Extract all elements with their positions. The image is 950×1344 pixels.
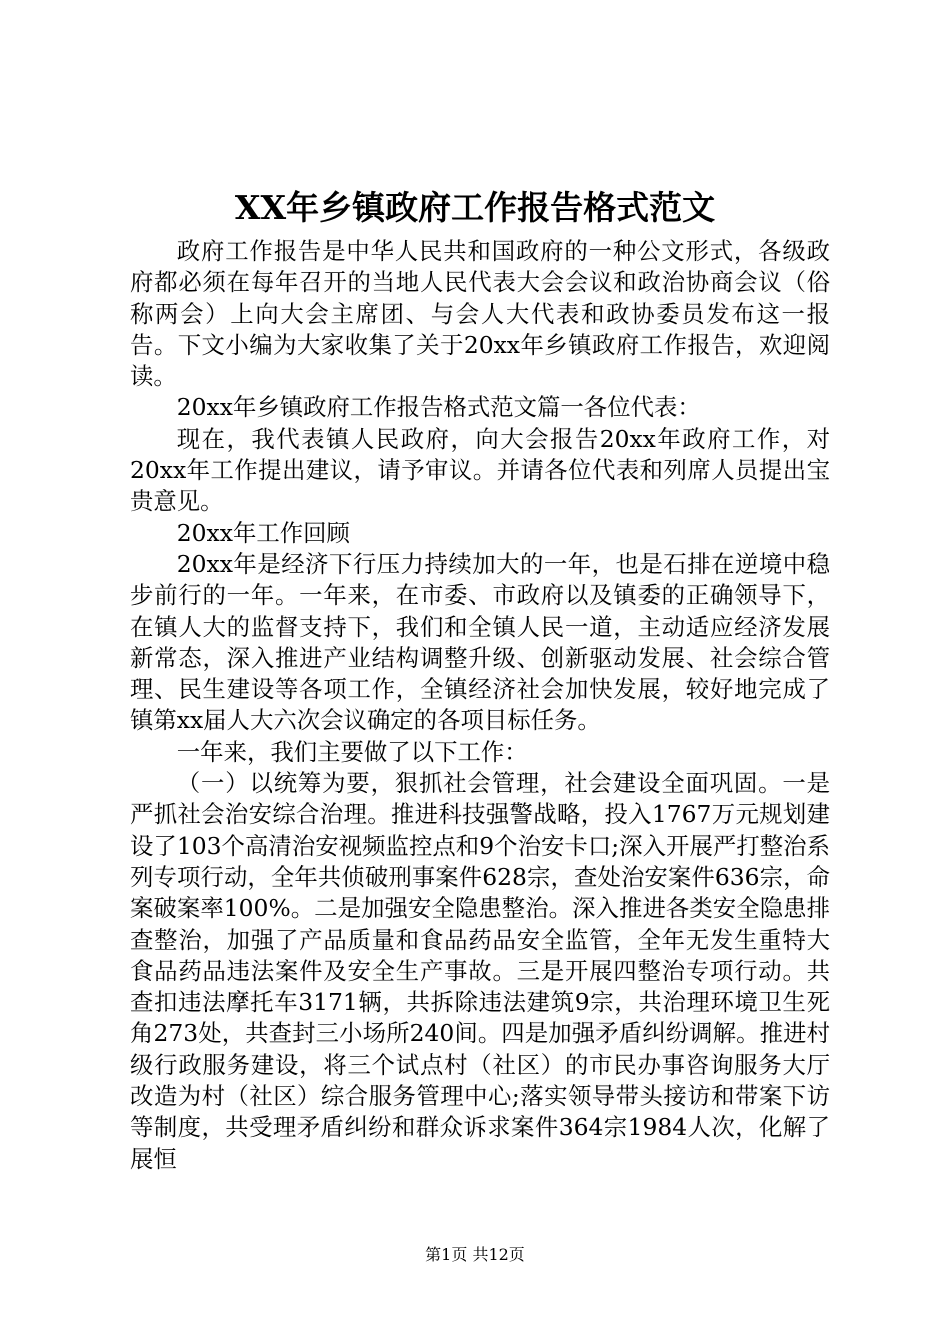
page-title: XX年乡镇政府工作报告格式范文 xyxy=(234,188,716,227)
paragraph-section-heading: 20xx年乡镇政府工作报告格式范文篇一各位代表： xyxy=(176,393,701,422)
paragraph-work-intro: 一年来，我们主要做了以下工作： xyxy=(176,737,528,766)
page-number: 第1页 共12页 xyxy=(425,1245,525,1264)
paragraph-work-item-1: （一）以统筹为要，狠抓社会管理，社会建设全面巩固。一是严抓社会治安综合治理。推进科技强警战略，投入1767万元规划建设了103个高清治安视频监控点和9个治安卡口;深入开展严打整治系列专项行动，全年共侦破刑事案件628宗，查处治安案件636宗，命案破案率100%。二是加强安全隐患整治。深入推进各类安全隐患排查整治，加强了产品质量和食品药品安全监管，全年无发生重特大食品药品违法案件及安全生产事故。三是开展四整治专项行动。共查扣违法摩托车3171辆，共拆除违法建筑9宗，共治理环境卫生死角273处，共查封三小场所240间。四是加强矛盾纠纷调解。推进村级行政服务建设，将三个试点村（社区）的市民办事咨询服务大厅改造为村（社区）综合服务管理中心;落实领导带头接访和带案下访等制度，共受理矛盾纠纷和群众诉求案件364宗1984人次，化解了展恒 xyxy=(130,769,830,1173)
document-body xyxy=(130,236,830,1175)
paragraph-opening: 现在，我代表镇人民政府，向大会报告20xx年政府工作，对20xx年工作提出建议，请予审议。并请各位代表和列席人员提出宝贵意见。 xyxy=(130,424,830,516)
paragraph-review: 20xx年是经济下行压力持续加大的一年，也是石排在逆境中稳步前行的一年。一年来，在市委、市政府以及镇委的正确领导下，在镇人大的监督支持下，我们和全镇人民一道，主动适应经济发展新常态，深入推进产业结构调整升级、创新驱动发展、社会综合管理、民生建设等各项工作，全镇经济社会加快发展，较好地完成了镇第xx届人大六次会议确定的各项目标任务。 xyxy=(130,549,830,735)
paragraph-intro: 政府工作报告是中华人民共和国政府的一种公文形式，各级政府都必须在每年召开的当地人民代表大会会议和政治协商会议（俗称两会）上向大会主席团、与会人大代表和政协委员发布这一报告。下文小编为大家收集了关于20xx年乡镇政府工作报告，欢迎阅读。 xyxy=(130,237,830,391)
paragraph-review-heading: 20xx年工作回顾 xyxy=(176,518,350,547)
